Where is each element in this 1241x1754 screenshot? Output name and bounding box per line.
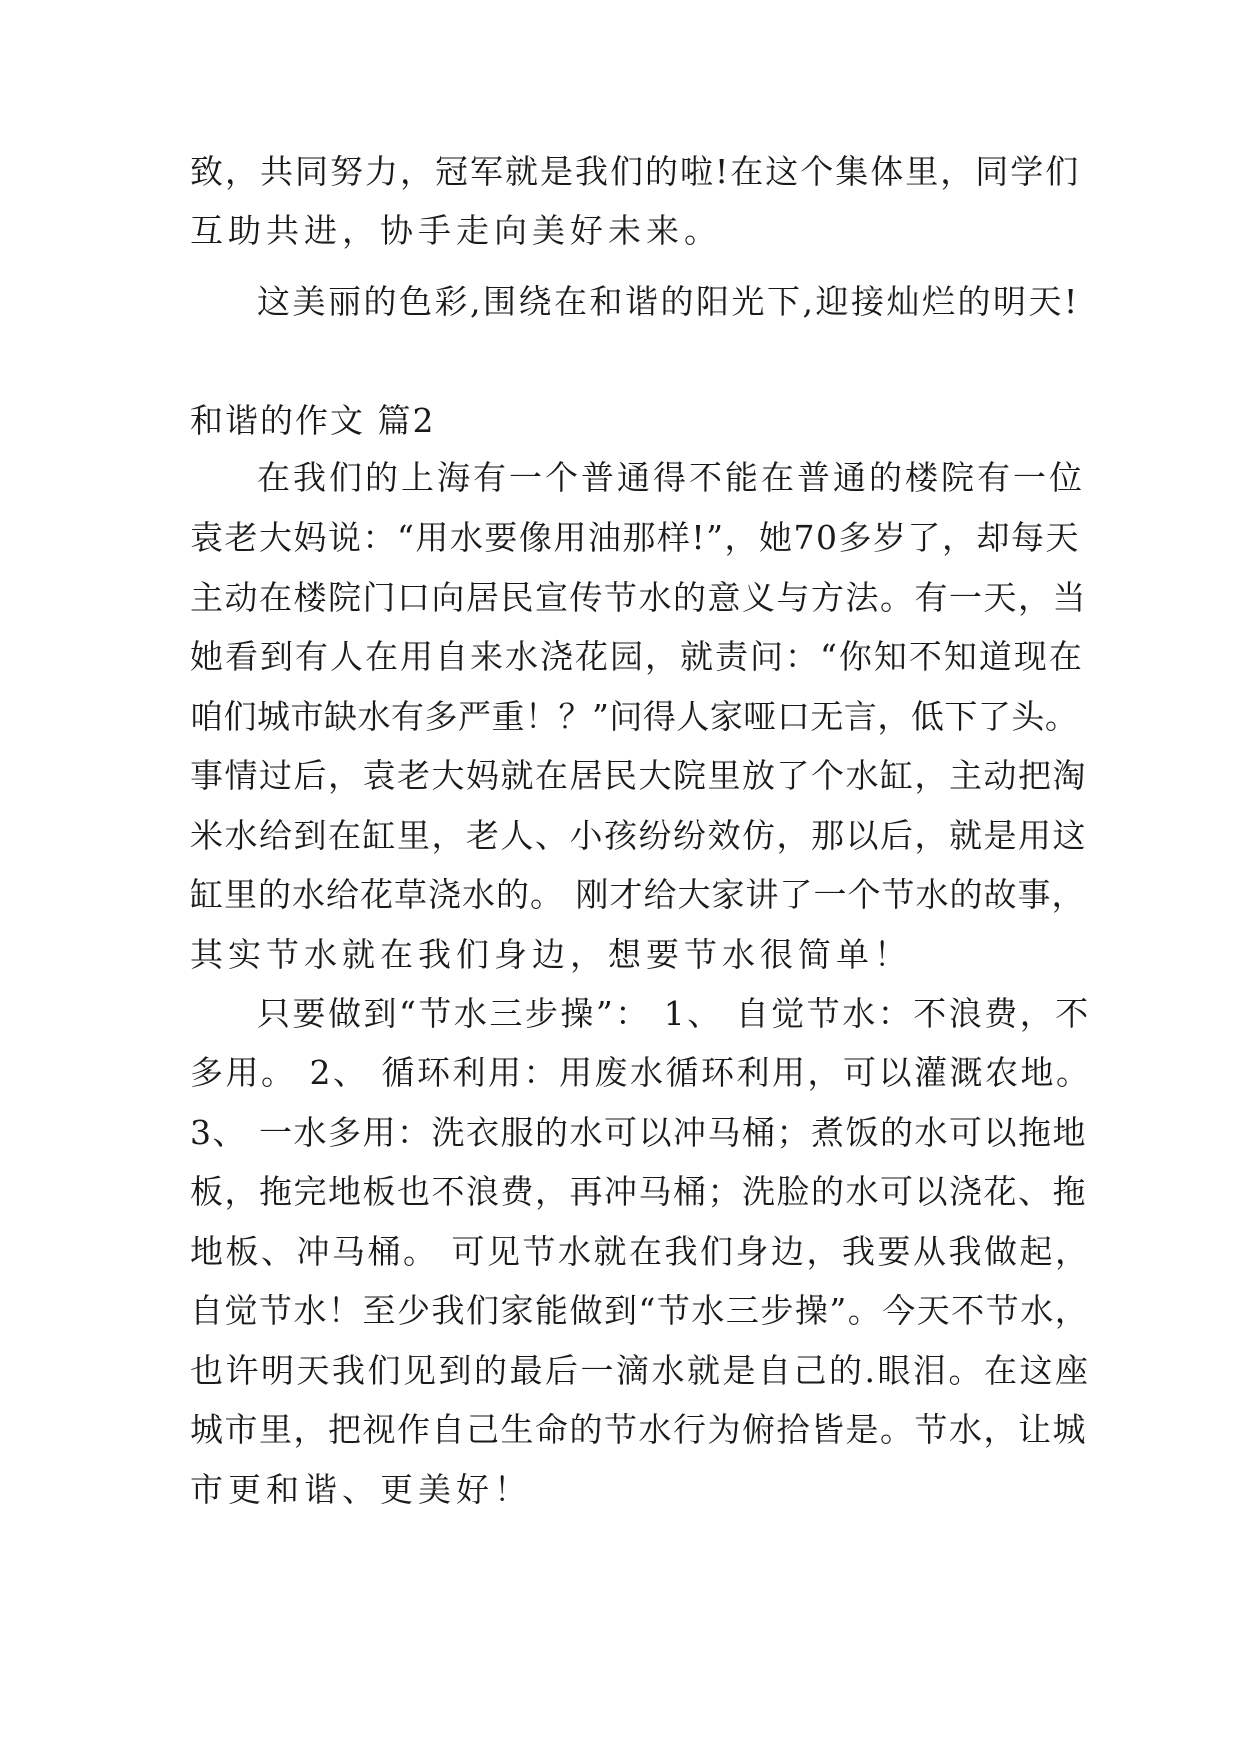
text-line: 地板、冲马桶。 可见节水就在我们身边，我要从我做起， xyxy=(190,1232,1091,1271)
text-line: 互助共进，协手走向美好未来。 xyxy=(190,211,722,250)
text-line: 3、 一水多用：洗衣服的水可以冲马桶；煮饭的水可以拖地 xyxy=(190,1113,1087,1152)
text-line: 事情过后，袁老大妈就在居民大院里放了个水缸，主动把淘 xyxy=(190,756,1087,795)
text-line: 在我们的上海有一个普通得不能在普通的楼院有一位 xyxy=(257,458,1085,497)
text-line: 这美丽的色彩,围绕在和谐的阳光下,迎接灿烂的明天! xyxy=(257,282,1080,321)
text-line: 板，拖完地板也不浪费，再冲马桶；洗脸的水可以浇花、拖 xyxy=(190,1172,1087,1211)
text-line: 多用。 2、 循环利用：用废水循环利用，可以灌溉农地。 xyxy=(190,1053,1092,1092)
text-line: 咱们城市缺水有多严重！？”问得人家哑口无言，低下了头。 xyxy=(190,697,1079,736)
text-line: 主动在楼院门口向居民宣传节水的意义与方法。有一天，当 xyxy=(190,578,1087,617)
section-heading: 和谐的作文 篇2 xyxy=(190,401,436,440)
text-line: 米水给到在缸里，老人、小孩纷纷效仿，那以后，就是用这 xyxy=(190,816,1087,855)
text-line: 市更和谐、更美好！ xyxy=(190,1470,532,1509)
text-line: 城市里，把视作自己生命的节水行为俯拾皆是。节水，让城 xyxy=(190,1410,1087,1449)
text-line: 只要做到“节水三步操”： 1、 自觉节水：不浪费，不 xyxy=(257,994,1091,1033)
text-line: 也许明天我们见到的最后一滴水就是自己的.眼泪。在这座 xyxy=(190,1351,1091,1390)
text-line: 她看到有人在用自来水浇花园，就责问：“你知不知道现在 xyxy=(190,637,1084,676)
text-line: 袁老大妈说：“用水要像用油那样!”，她70多岁了，却每天 xyxy=(190,518,1080,557)
text-line: 自觉节水！至少我们家能做到“节水三步操”。今天不节水， xyxy=(190,1291,1090,1330)
text-line: 其实节水就在我们身边，想要节水很简单！ xyxy=(190,935,912,974)
text-line: 致，共同努力，冠军就是我们的啦!在这个集体里，同学们 xyxy=(190,152,1081,191)
text-line: 缸里的水给花草浇水的。 刚才给大家讲了一个节水的故事， xyxy=(190,875,1086,914)
